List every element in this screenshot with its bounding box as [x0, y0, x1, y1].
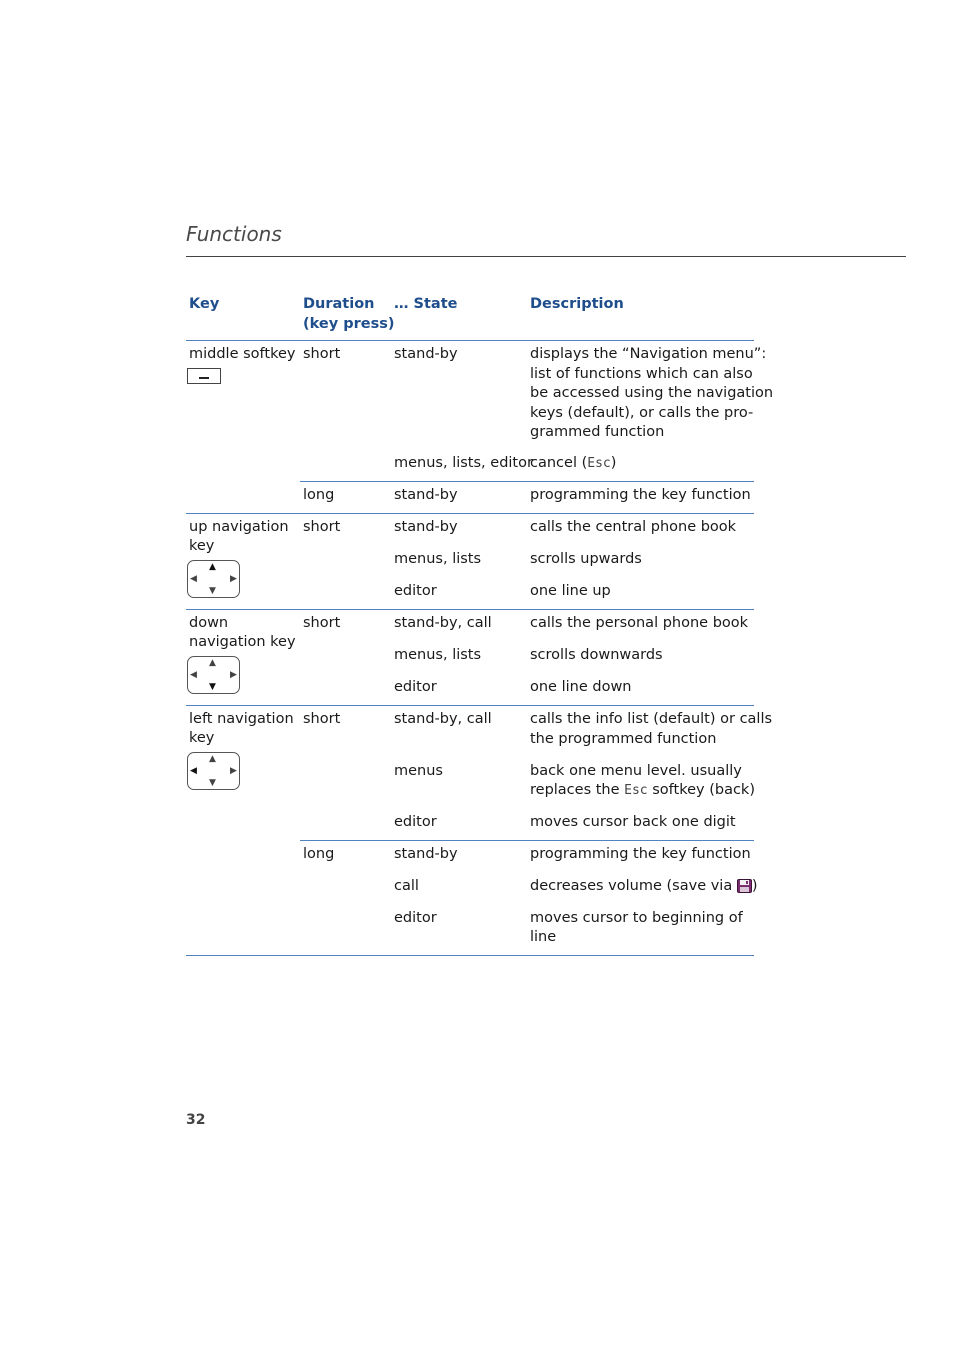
key-left-navigation-line1: left navigation	[189, 711, 294, 727]
navigation-key-icon	[187, 656, 240, 694]
desc-line: be accessed using the navigation	[530, 385, 774, 401]
desc-cell: calls the central phone book	[530, 519, 737, 535]
row-rule	[300, 481, 754, 482]
down-arrow-icon: ▼	[209, 778, 216, 788]
desc-navigation-menu	[530, 345, 773, 443]
header-description: Description	[530, 296, 624, 312]
desc-decreases-volume	[530, 877, 758, 897]
section-rule	[186, 609, 754, 610]
right-arrow-icon: ▶	[230, 574, 237, 584]
up-arrow-icon: ▲	[209, 562, 216, 572]
desc-prefix: replaces the	[530, 782, 625, 798]
desc-info-list-line2: the programmed function	[530, 731, 717, 747]
desc-back-menu-line2	[530, 781, 755, 801]
desc-line: keys (default), or calls the pro-	[530, 404, 754, 421]
desc-suffix: )	[751, 878, 758, 894]
header-rule	[186, 340, 754, 341]
duration-long: long	[303, 846, 335, 862]
duration-long: long	[303, 487, 335, 503]
duration-short: short	[303, 346, 341, 362]
desc-line: displays the “Navigation menu”:	[530, 346, 767, 362]
desc-suffix: softkey (back)	[647, 782, 755, 798]
state-menus: menus	[394, 763, 443, 779]
state-call: call	[394, 878, 419, 894]
desc-programming: programming the key function	[530, 487, 751, 503]
desc-cell: scrolls downwards	[530, 647, 663, 663]
header-duration	[303, 294, 394, 334]
section-rule	[186, 705, 754, 706]
key-up-navigation-line2: key	[189, 538, 215, 554]
desc-cancel	[530, 454, 616, 474]
state-standby: stand-by	[394, 487, 458, 503]
desc-cancel-suffix: )	[610, 455, 617, 471]
down-arrow-icon: ▼	[209, 682, 216, 692]
desc-cell: calls the personal phone book	[530, 615, 749, 631]
navigation-key-icon	[187, 752, 240, 790]
desc-back-menu-line1: back one menu level. usually	[530, 763, 742, 779]
key-up-navigation-line1: up navigation	[189, 519, 289, 535]
desc-prefix: decreases volume (save via	[530, 878, 737, 894]
section-rule	[186, 513, 754, 514]
state-editor: editor	[394, 910, 437, 926]
desc-info-list-line1: calls the info list (default) or calls	[530, 711, 773, 727]
header-duration-line1: Duration	[303, 296, 375, 312]
state-cell: menus, lists	[394, 647, 482, 663]
state-cell: editor	[394, 679, 437, 695]
key-down-navigation-line1: down	[189, 615, 229, 631]
navigation-key-icon	[187, 560, 240, 598]
key-down-navigation-line2: navigation key	[189, 634, 296, 650]
desc-cursor-beginning-line1: moves cursor to beginning of	[530, 910, 743, 926]
state-cell: menus, lists	[394, 551, 482, 567]
duration-short: short	[303, 711, 341, 727]
right-arrow-icon: ▶	[230, 670, 237, 680]
esc-key-label: Esc	[587, 456, 611, 471]
middle-softkey-icon	[187, 368, 221, 384]
table-bottom-rule	[186, 955, 754, 956]
up-arrow-icon: ▲	[209, 658, 216, 668]
state-editor: editor	[394, 814, 437, 830]
state-cell: stand-by	[394, 519, 458, 535]
header-duration-line2: (key press)	[303, 316, 395, 332]
desc-line: grammed function	[530, 424, 665, 440]
desc-cursor-back: moves cursor back one digit	[530, 814, 736, 830]
key-left-navigation-line2: key	[189, 730, 215, 746]
title-rule	[186, 256, 906, 257]
duration-short: short	[303, 519, 341, 535]
left-arrow-icon: ◀	[190, 766, 197, 776]
down-arrow-icon: ▼	[209, 586, 216, 596]
state-standby-call: stand-by, call	[394, 711, 492, 727]
left-arrow-icon: ◀	[190, 574, 197, 584]
state-cell: editor	[394, 583, 437, 599]
header-state: … State	[394, 296, 458, 312]
page-number: 32	[186, 1112, 206, 1128]
right-arrow-icon: ▶	[230, 766, 237, 776]
row-rule	[300, 840, 754, 841]
left-arrow-icon: ◀	[190, 670, 197, 680]
desc-cursor-beginning-line2: line	[530, 929, 557, 945]
desc-cell: one line up	[530, 583, 611, 599]
key-middle-softkey: middle softkey	[189, 346, 296, 362]
section-title: Functions	[186, 222, 282, 246]
state-standby: stand-by	[394, 846, 458, 862]
up-arrow-icon: ▲	[209, 754, 216, 764]
state-standby: stand-by	[394, 346, 458, 362]
save-icon	[737, 879, 752, 893]
desc-programming: programming the key function	[530, 846, 751, 862]
header-key: Key	[189, 296, 220, 312]
desc-cancel-prefix: cancel (	[530, 455, 588, 471]
desc-cell: one line down	[530, 679, 632, 695]
duration-short: short	[303, 615, 341, 631]
desc-cell: scrolls upwards	[530, 551, 642, 567]
esc-key-label: Esc	[624, 783, 648, 798]
state-menus-lists-editor: menus, lists, editor	[394, 455, 533, 471]
state-cell: stand-by, call	[394, 615, 492, 631]
desc-line: list of functions which can also	[530, 365, 753, 382]
